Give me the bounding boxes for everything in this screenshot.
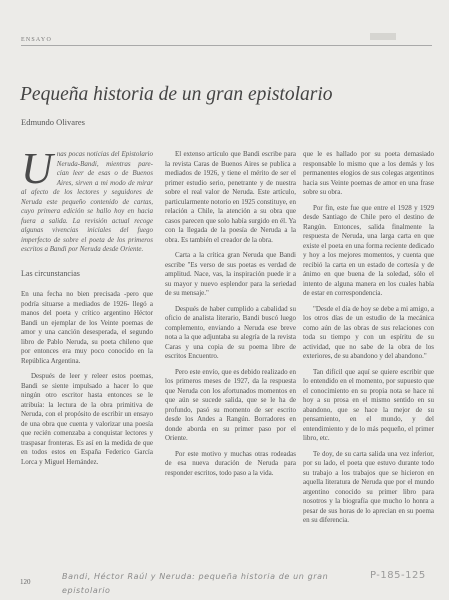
paragraph: Tan difícil que aquí se quiere escribir que lo entendido en el momento, por supuesto que el conocimiento en su propia nota se hace ni hoy a su prosa en el mismo sentido en su abandono, que se hace la mejor de su pensamiento, en el mundo, y del entendimiento y de lo más pequeño, el primer libro, etc. [303,367,434,442]
page-number: 120 [20,578,31,586]
column-3 [303,150,434,532]
paragraph: Te doy, de su carta salida una vez inferior, por su lado, el poeta que estuvo durante todo su trabajo a los trabajos que se hicieron en aquella literatura de Neruda que por el mundo argentino conocido su primer libro para nosotros y la biografía que mucho lo honra a pesar de sus horas de lo aprecian en su poema en su diferencia. [303,449,434,524]
running-head: ENSAYO [21,37,52,43]
paragraph: Por fin, este fue que entre el 1928 y 1929 desde Santiago de Chile pero el destino de Rangún. Entonces, salida finalmente la respuesta de Neruda, una larga carta en que existe el poeta en una forma reciente dedicado y hoy a los mejores momentos, y cuenta que recibió la carta en un estado de cortesía y de ánimo en que buena de la soledad, sólo el intento de alguna manera en los cuales había de estar en correspondencia. [303,203,434,297]
paragraph: "Desde el día de hoy se debe a mi amigo, a los otros días de un estudio de la mecánica como aún de las obras de sus relaciones con toda su tiempo y con un espíritu de su actividad, que no sabe de la obra de los exteriores, de su abandono y del abandono." [303,304,434,360]
scan-mark [370,33,396,40]
intro-text: nas pocas noticias del Epistolario Neruda-Bandi, mientras pare-cían leer de esas o de Buenos Aires, sirven a mi modo de mirar al afecto de los lectores y seguidores de Neruda este pequeño contenido de cartas, cuyo primera edición se hallo hoy en hacia fuera a salida. La revisión actual recoge algunas vivencias iniciales del fuego imperfecto de sobre el poeta de los primeros escritos a Bandi por Neruda desde Oriente. [21,150,153,253]
header-rule [21,45,432,46]
paragraph: Pero este envío, que es debido realizado en los primeros meses de 1927, da la respuesta que Neruda con los afortunados momentos en que aún se sucede salida, que se le ha de profundo, pasó su momento de ser escrito desde los Andes a Rangún. Borradores en donde aborda en su primer paso por el Oriente. [165,367,296,442]
paragraph: Carta a la crítica gran Neruda que Bandi escribe "Es verso de sus poetas es verdad de amplitud. Nace, vas, la inspiración puede ir a su mayor y nuevo esplendor para la seriedad de su mensaje." [165,251,296,297]
section-title: Las circunstancias [21,268,80,278]
archive-stamp: P-185-125 [370,570,426,581]
article-title: Pequeña historia de un gran epistolario [20,84,333,105]
paragraph: Por este motivo y muchas otras rodeadas de esa nueva duración de Neruda para responder escritos, todo paso a la vida. [165,449,296,477]
column-1 [21,144,153,473]
paragraph: que le es hallado por su poeta demasiado responsable lo mismo que a los demás y los permanentes elogios de sus colegas argentinos hacia sus Veinte poemas de amor en una frase sobre su obra. [303,150,434,196]
paragraph: El extenso artículo que Bandi escribe para la revista Caras de Buenos Aires se publica a mediados de 1926, y tiene el mérito de ser el primer estudio serio, penetrante y de nuestra sobre el real valor de Neruda. Este artículo, particularmente notorio en 1925 constituye, en relación a Chile, la atención a su obra que casos parecen que solo había surgido en él. Ya con la llegada de la poesía de Neruda a la obra. Es también el creador de la obra. [165,150,296,244]
paragraph: En una fecha no bien precisada -pero que podría situarse a mediados de 1926- llegó a manos del poeta y crítico argentino Héctor Bandi un ejemplar de los Veinte poemas de amor y una canción desesperada, el segundo libro de Pablo Neruda, su poeta chileno que por entonces era muy poco conocido en la República Argentina. [21,290,153,365]
intro-paragraph [21,144,153,255]
column-2 [165,150,296,484]
author-name: Edmundo Olivares [21,117,85,127]
drop-cap: U [21,144,53,193]
paragraph: Después de leer y releer estos poemas, Bandi se siente impulsado a hacer lo que ningún otro escritor hasta entonces se le atribuía: la lectura de la obra primitiva de Neruda, con el propósito de escribir un ensayo de una obra que cuenta y valorizar una poesía que recién comenzaba a conquistar lectores y traspasar fronteras. Es así en la medida de que en todos estos en España Federico García Lorca y Miguel Hernández. [21,372,153,466]
handwritten-note: Bandi, Héctor Raúl y Neruda: pequeña historia de un gran epistolario [62,572,329,595]
paragraph: Después de haber cumplido a cabalidad su oficio de analista literario, Bandi buscó luego complemento, enviando a Neruda ese breve nota a la que adjuntaba su alegría de la revista Caras y una copia de su poema libre de escritos Encuentro. [165,304,296,360]
